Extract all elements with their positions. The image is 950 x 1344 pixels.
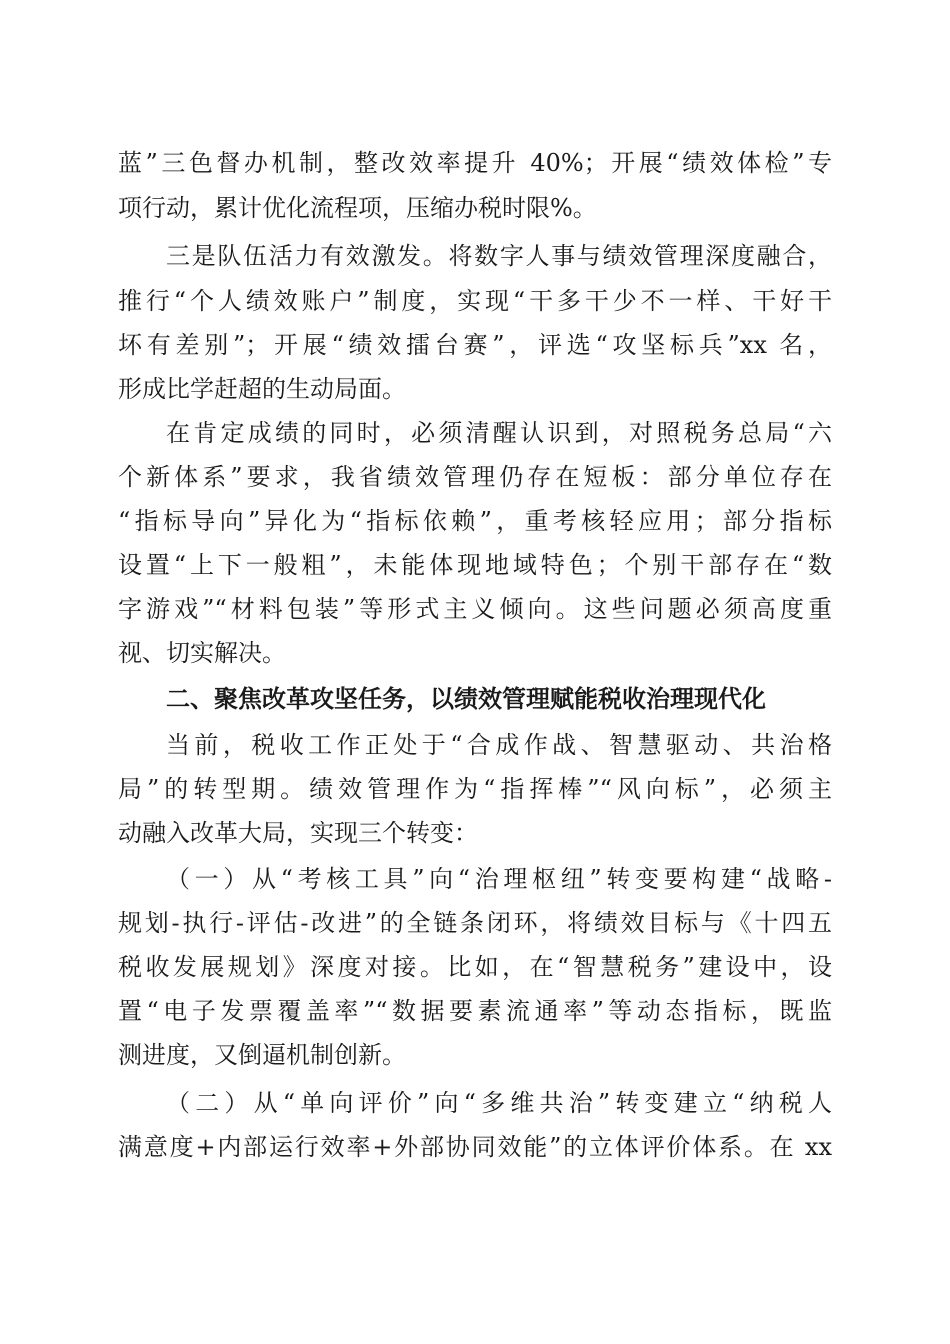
text-line: 推行“个人绩效账户”制度，实现“干多干少不一样、干好干 (118, 287, 832, 315)
text-line: 个新体系”要求，我省绩效管理仍存在短板：部分单位存在 (118, 463, 832, 491)
text-line: 项行动，累计优化流程项，压缩办税时限%。 (118, 194, 597, 222)
text-line: “指标导向”异化为“指标依赖”，重考核轻应用；部分指标 (118, 507, 832, 535)
paragraph-first-line: （一）从“考核工具”向“治理枢纽”转变要构建“战略- (166, 865, 832, 893)
text-line: 局”的转型期。绩效管理作为“指挥棒”“风向标”，必须主 (118, 775, 832, 803)
paragraph-first-line: 在肯定成绩的同时，必须清醒认识到，对照税务总局“六 (166, 419, 832, 447)
text-line: 税收发展规划》深度对接。比如，在“智慧税务”建设中，设 (118, 953, 832, 981)
text-line: 满意度+内部运行效率+外部协同效能”的立体评价体系。在 xx (118, 1133, 832, 1161)
text-line: 视、切实解决。 (118, 639, 286, 667)
text-line: 测进度，又倒逼机制创新。 (118, 1041, 406, 1069)
text-line: 置“电子发票覆盖率”“数据要素流通率”等动态指标，既监 (118, 997, 832, 1025)
text-line: 字游戏”“材料包装”等形式主义倾向。这些问题必须高度重 (118, 595, 832, 623)
paragraph-first-line: 当前，税收工作正处于“合成作战、智慧驱动、共治格 (166, 731, 832, 759)
text-line: 设置“上下一般粗”，未能体现地域特色；个别干部存在“数 (118, 551, 832, 579)
section-heading: 二、聚焦改革攻坚任务，以绩效管理赋能税收治理现代化 (166, 685, 766, 713)
paragraph-first-line: 三是队伍活力有效激发。将数字人事与绩效管理深度融合， (166, 242, 832, 270)
text-line: 形成比学赶超的生动局面。 (118, 375, 406, 403)
text-line: 坏有差别”；开展“绩效擂台赛”，评选“攻坚标兵”xx 名， (118, 331, 832, 359)
paragraph-first-line: （二）从“单向评价”向“多维共治”转变建立“纳税人 (166, 1089, 832, 1117)
text-line: 动融入改革大局，实现三个转变： (118, 819, 478, 847)
text-line: 规划-执行-评估-改进”的全链条闭环，将绩效目标与《十四五 (118, 909, 832, 937)
text-line: 蓝”三色督办机制，整改效率提升 40%；开展“绩效体检”专 (118, 149, 832, 177)
